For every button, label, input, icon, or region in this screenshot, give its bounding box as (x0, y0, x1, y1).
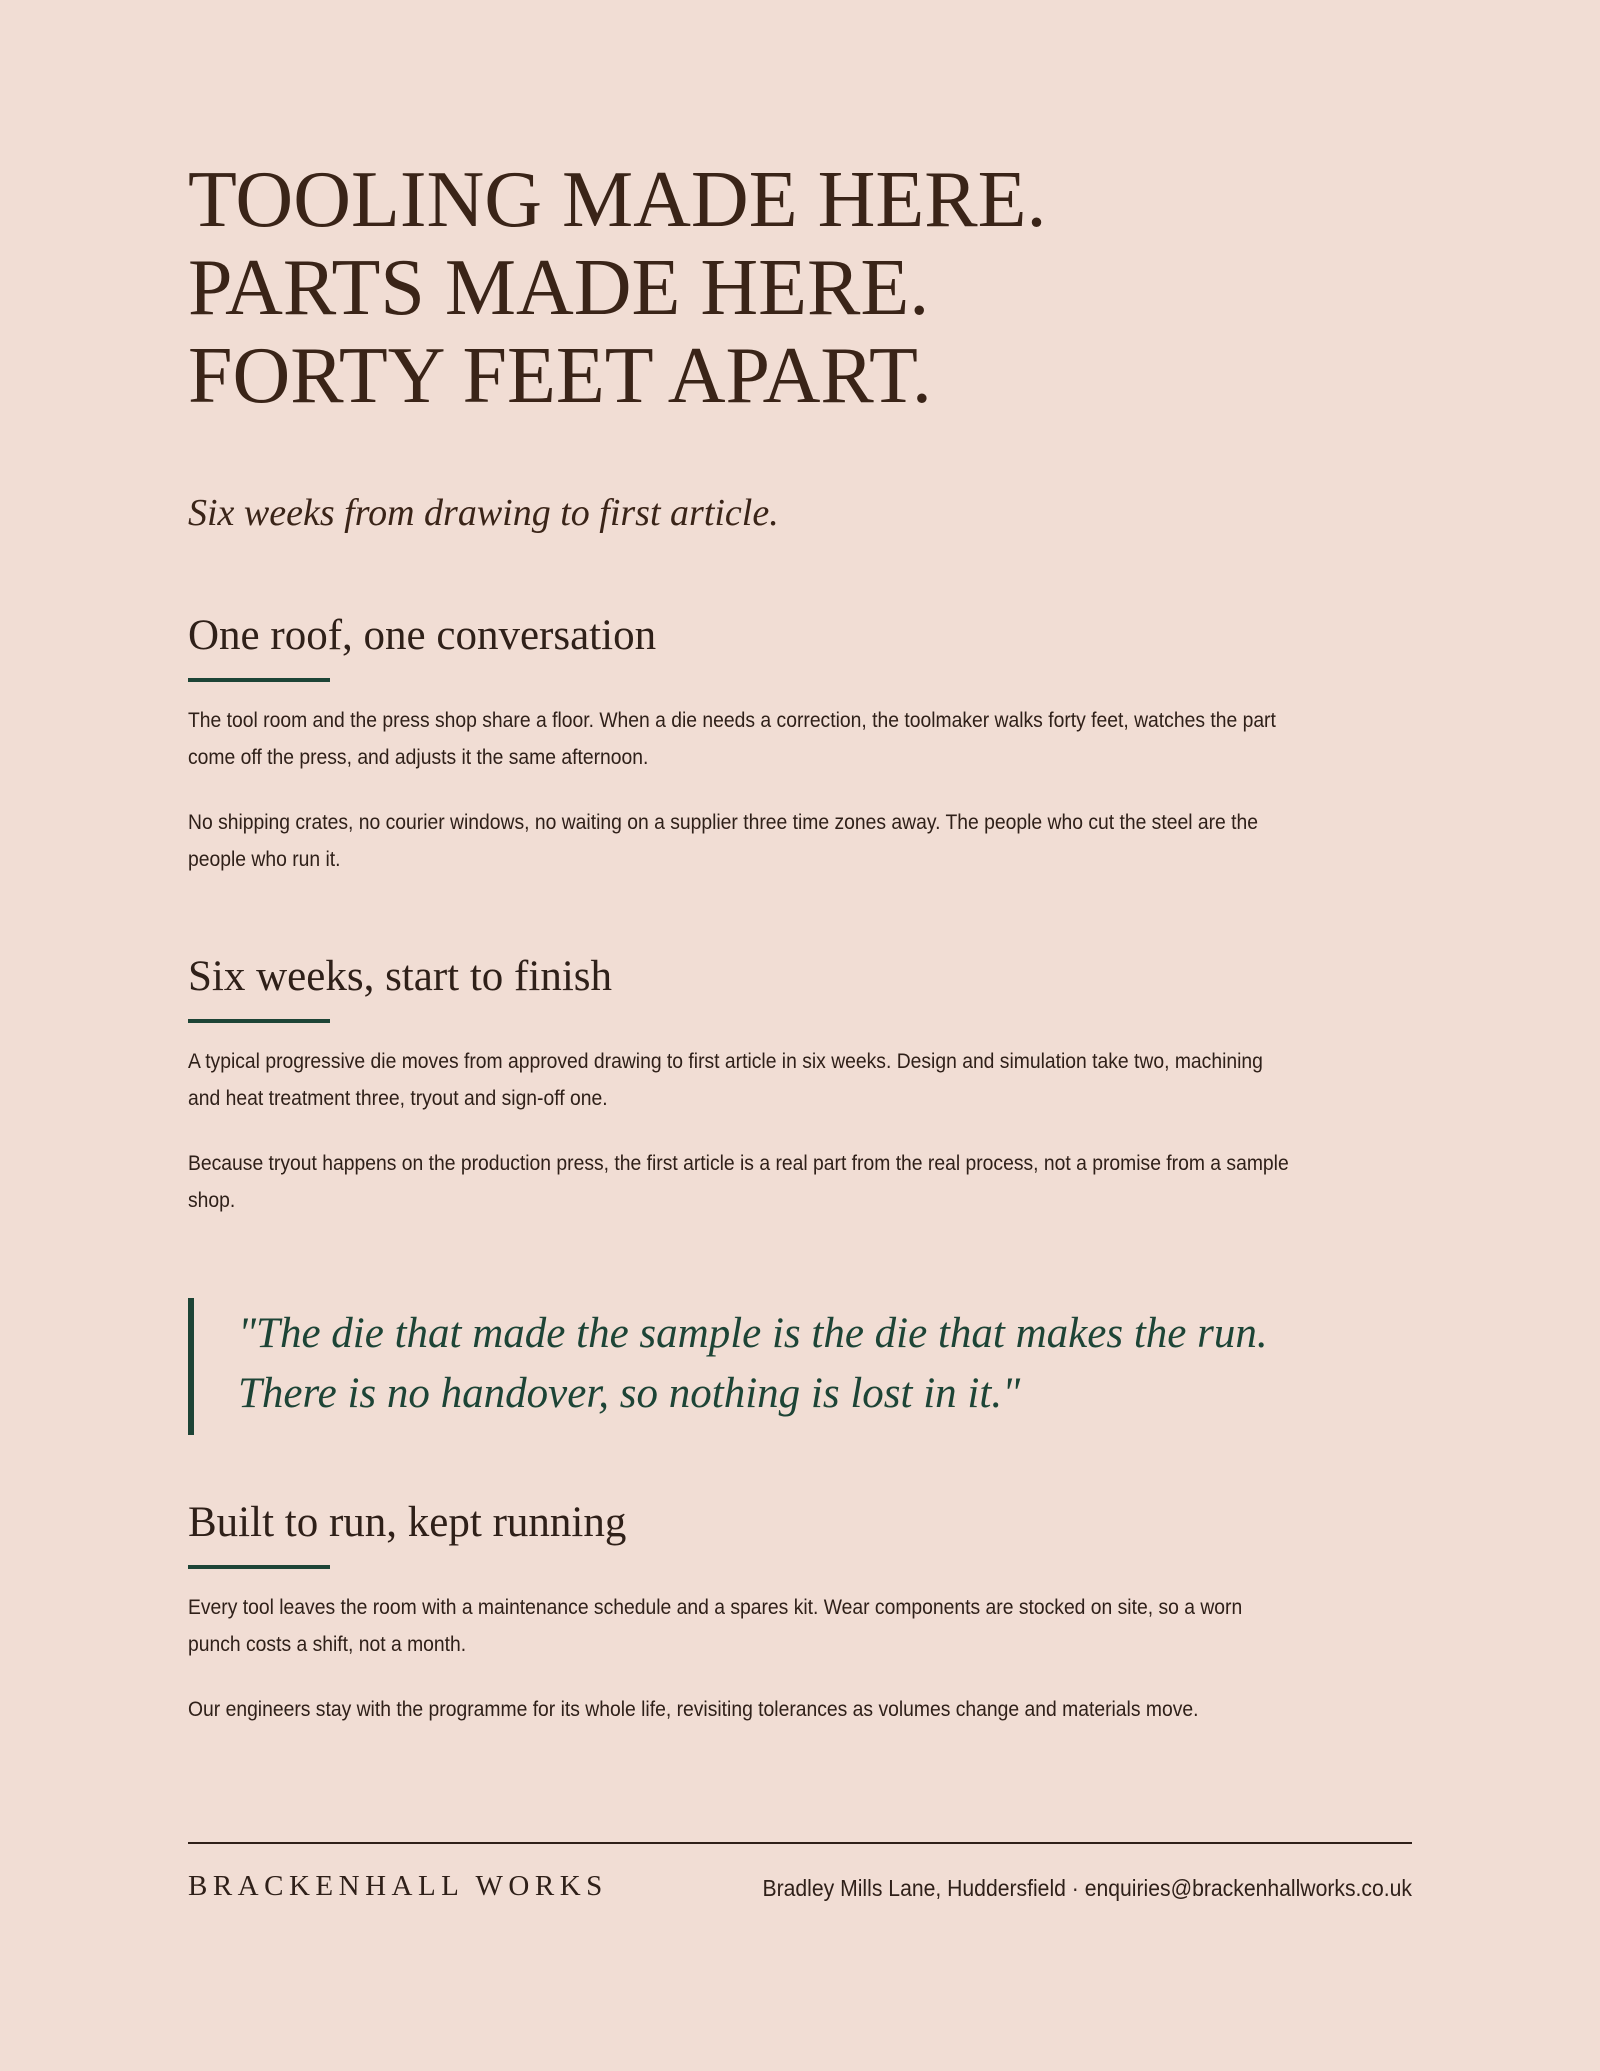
section-rule (188, 678, 330, 682)
quote-line: "The die that made the sample is the die that makes the run. (238, 1310, 1268, 1357)
section-paragraph: Our engineers stay with the programme for its whole life, revisiting tolerances as volumes change and materials move. (188, 1698, 1199, 1721)
headline-line: TOOLING MADE HERE. (188, 156, 1047, 244)
section-one-roof (188, 608, 1308, 878)
section-paragraph: Because tryout happens on the production press, the first article is a real part from the real process, not a promise from a sample shop. (188, 1152, 1289, 1212)
section-heading: Built to run, kept running (188, 1499, 627, 1546)
pull-quote (188, 1298, 1338, 1435)
section-paragraph: The tool room and the press shop share a floor. When a die needs a correction, the toolmaker walks forty feet, watches the part come off the press, and adjusts it the same afternoon. (188, 709, 1276, 769)
section-built-to-run (188, 1495, 1308, 1728)
section-heading: Six weeks, start to finish (188, 953, 612, 1000)
quote-line: There is no handover, so nothing is lost in it." (238, 1370, 1021, 1417)
headline-line: FORTY FEET APART. (188, 332, 932, 420)
headline-line: PARTS MADE HERE. (188, 244, 930, 332)
footer-divider (188, 1842, 1412, 1844)
section-heading: One roof, one conversation (188, 612, 657, 659)
headline (188, 156, 1046, 420)
subtitle: Six weeks from drawing to first article. (188, 492, 779, 534)
section-rule (188, 1019, 330, 1023)
footer-contact: Bradley Mills Lane, Huddersfield · enquiries@brackenhallworks.co.uk (762, 1875, 1412, 1901)
footer-brand: BRACKENHALL WORKS (188, 1870, 608, 1902)
section-rule (188, 1565, 330, 1569)
section-paragraph: A typical progressive die moves from approved drawing to first article in six weeks. Design and simulation take two, machining and heat treatment three, tryout and sign-off one. (188, 1050, 1263, 1110)
section-paragraph: No shipping crates, no courier windows, no waiting on a supplier three time zones away. The people who cut the steel are the people who run it. (188, 811, 1259, 871)
section-six-weeks (188, 949, 1308, 1219)
section-paragraph: Every tool leaves the room with a maintenance schedule and a spares kit. Wear components are stocked on site, so a worn punch costs a shift, not a month. (188, 1596, 1243, 1656)
